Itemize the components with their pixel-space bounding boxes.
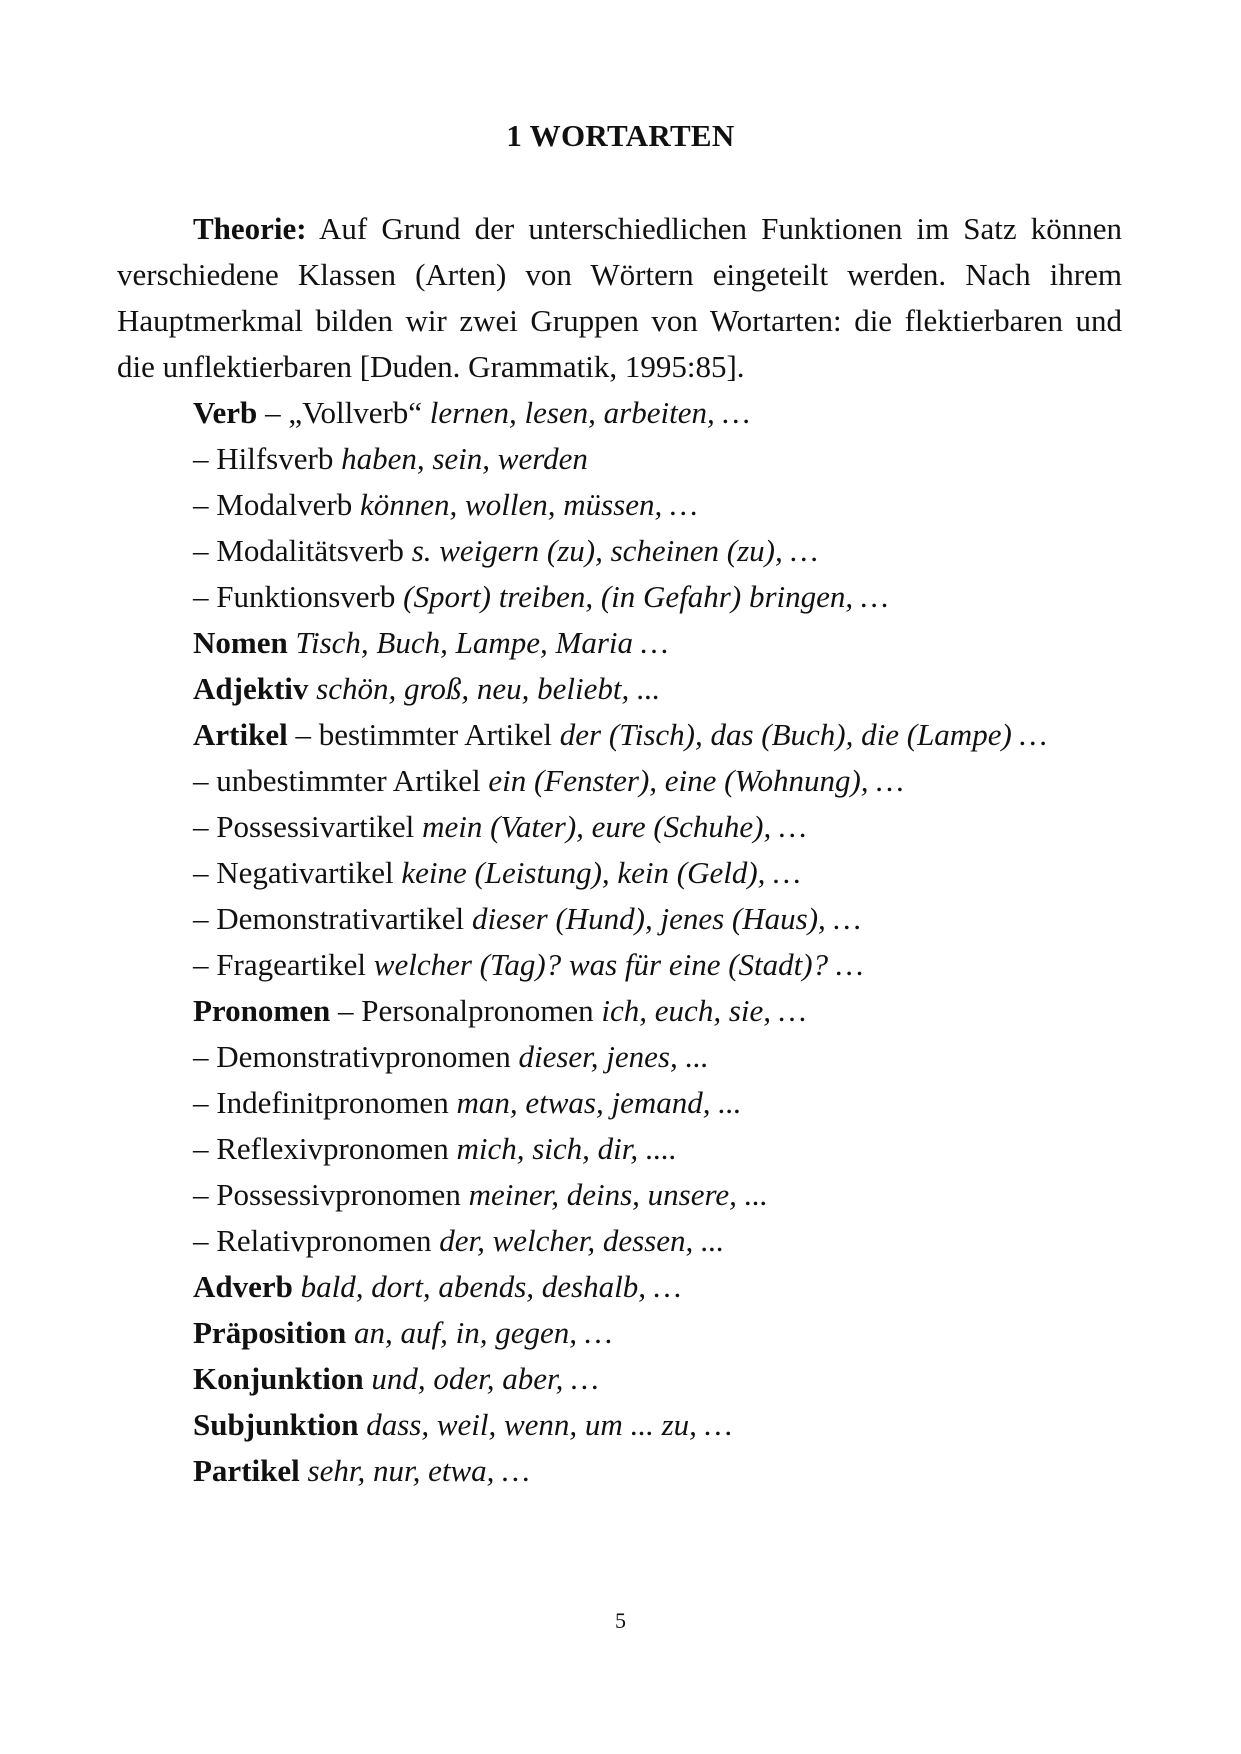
list-item	[193, 850, 1133, 896]
word-class-desc: – Modalitätsverb	[193, 533, 412, 568]
word-class-examples: dass, weil, wenn, um ... zu, …	[366, 1407, 733, 1442]
word-class-desc: – Frageartikel	[193, 947, 374, 982]
list-item	[193, 1356, 1133, 1402]
list-item	[193, 528, 1133, 574]
word-class-name: Präposition	[193, 1315, 347, 1350]
word-class-examples: keine (Leistung), kein (Geld), …	[401, 855, 801, 890]
theory-paragraph	[117, 206, 1122, 390]
word-class-examples: an, auf, in, gegen, …	[354, 1315, 613, 1350]
word-class-examples: mich, sich, dir, ....	[456, 1131, 677, 1166]
word-class-desc: – Funktionsverb	[193, 579, 404, 614]
word-class-examples: schön, groß, neu, beliebt, ...	[316, 671, 661, 706]
word-class-desc: – unbestimmter Artikel	[193, 763, 489, 798]
word-class-name: Partikel	[193, 1453, 300, 1488]
word-class-examples: dieser (Hund), jenes (Haus), …	[471, 901, 862, 936]
word-class-name: Adjektiv	[193, 671, 309, 706]
word-class-desc: – „Vollverb“	[257, 395, 430, 430]
theory-label: Theorie:	[193, 211, 307, 246]
list-item	[193, 758, 1133, 804]
word-class-examples: man, etwas, jemand, ...	[456, 1085, 742, 1120]
word-class-examples: ich, euch, sie, …	[601, 993, 807, 1028]
list-item	[193, 712, 1133, 758]
word-class-examples: welcher (Tag)? was für eine (Stadt)? …	[373, 947, 864, 982]
list-item	[193, 896, 1133, 942]
list-item	[193, 574, 1133, 620]
word-class-examples: ein (Fenster), eine (Wohnung), …	[488, 763, 904, 798]
word-class-examples: haben, sein, werden	[341, 441, 588, 476]
page-number: 5	[615, 1608, 626, 1633]
list-item	[193, 988, 1133, 1034]
word-class-desc: – Demonstrativartikel	[193, 901, 472, 936]
word-class-examples: können, wollen, müssen, …	[360, 487, 698, 522]
word-class-name: Pronomen	[193, 993, 331, 1028]
list-item	[193, 942, 1133, 988]
list-item	[193, 620, 1133, 666]
word-class-examples: und, oder, aber, …	[371, 1361, 599, 1396]
list-item	[193, 482, 1133, 528]
word-class-name: Subjunktion	[193, 1407, 359, 1442]
word-class-desc: – Possessivpronomen	[193, 1177, 469, 1212]
list-item	[193, 436, 1133, 482]
word-class-desc: – Demonstrativpronomen	[193, 1039, 519, 1074]
list-item	[193, 1402, 1133, 1448]
word-class-desc: – bestimmter Artikel	[287, 717, 560, 752]
word-class-examples: dieser, jenes, ...	[518, 1039, 709, 1074]
list-item	[193, 1264, 1133, 1310]
list-item	[193, 390, 1133, 436]
word-class-desc: – Reflexivpronomen	[193, 1131, 457, 1166]
word-class-name: Adverb	[193, 1269, 293, 1304]
list-item	[193, 1218, 1133, 1264]
word-class-desc	[300, 1453, 308, 1488]
word-class-examples: mein (Vater), eure (Schuhe), …	[422, 809, 807, 844]
word-class-examples: sehr, nur, etwa, …	[307, 1453, 530, 1488]
word-class-desc: – Personalpronomen	[330, 993, 602, 1028]
list-item	[193, 1448, 1133, 1494]
word-class-desc: – Relativpronomen	[193, 1223, 440, 1258]
list-item	[193, 1034, 1133, 1080]
word-class-examples: bald, dort, abends, deshalb, …	[300, 1269, 682, 1304]
list-item	[193, 1126, 1133, 1172]
word-class-desc: – Possessivartikel	[193, 809, 423, 844]
word-class-examples: der (Tisch), das (Buch), die (Lampe) …	[559, 717, 1048, 752]
word-class-desc	[293, 1269, 301, 1304]
word-class-desc	[346, 1315, 354, 1350]
word-class-desc: – Modalverb	[193, 487, 361, 522]
word-class-examples: meiner, deins, unsere, ...	[468, 1177, 768, 1212]
word-class-desc: – Hilfsverb	[193, 441, 342, 476]
list-item	[193, 1080, 1133, 1126]
word-class-examples: Tisch, Buch, Lampe, Maria …	[295, 625, 669, 660]
word-class-name: Konjunktion	[193, 1361, 364, 1396]
word-class-examples: lernen, lesen, arbeiten, …	[429, 395, 751, 430]
list-item	[193, 666, 1133, 712]
word-class-examples: (Sport) treiben, (in Gefahr) bringen, …	[403, 579, 889, 614]
list-item	[193, 1172, 1133, 1218]
word-class-name: Nomen	[193, 625, 288, 660]
theory-text: Auf Grund der unterschiedlichen Funktionen im Satz können verschiedene Klassen (Arten) von Wörtern eingeteilt werden. Nach ihrem Hauptmerkmal bilden wir zwei Gruppen von Wortarten: die flektierbaren und die unflektierbaren [Duden. Grammatik, 1995:85].	[117, 211, 1122, 384]
word-class-desc: – Negativartikel	[193, 855, 402, 890]
chapter-title: 1 WORTARTEN	[506, 118, 735, 153]
word-class-list	[193, 390, 1133, 1494]
list-item	[193, 804, 1133, 850]
list-item	[193, 1310, 1133, 1356]
word-class-examples: der, welcher, dessen, ...	[439, 1223, 725, 1258]
word-class-name: Verb	[193, 395, 258, 430]
word-class-desc: – Indefinitpronomen	[193, 1085, 457, 1120]
word-class-examples: s. weigern (zu), scheinen (zu), …	[411, 533, 819, 568]
word-class-name: Artikel	[193, 717, 288, 752]
word-class-desc	[308, 671, 316, 706]
